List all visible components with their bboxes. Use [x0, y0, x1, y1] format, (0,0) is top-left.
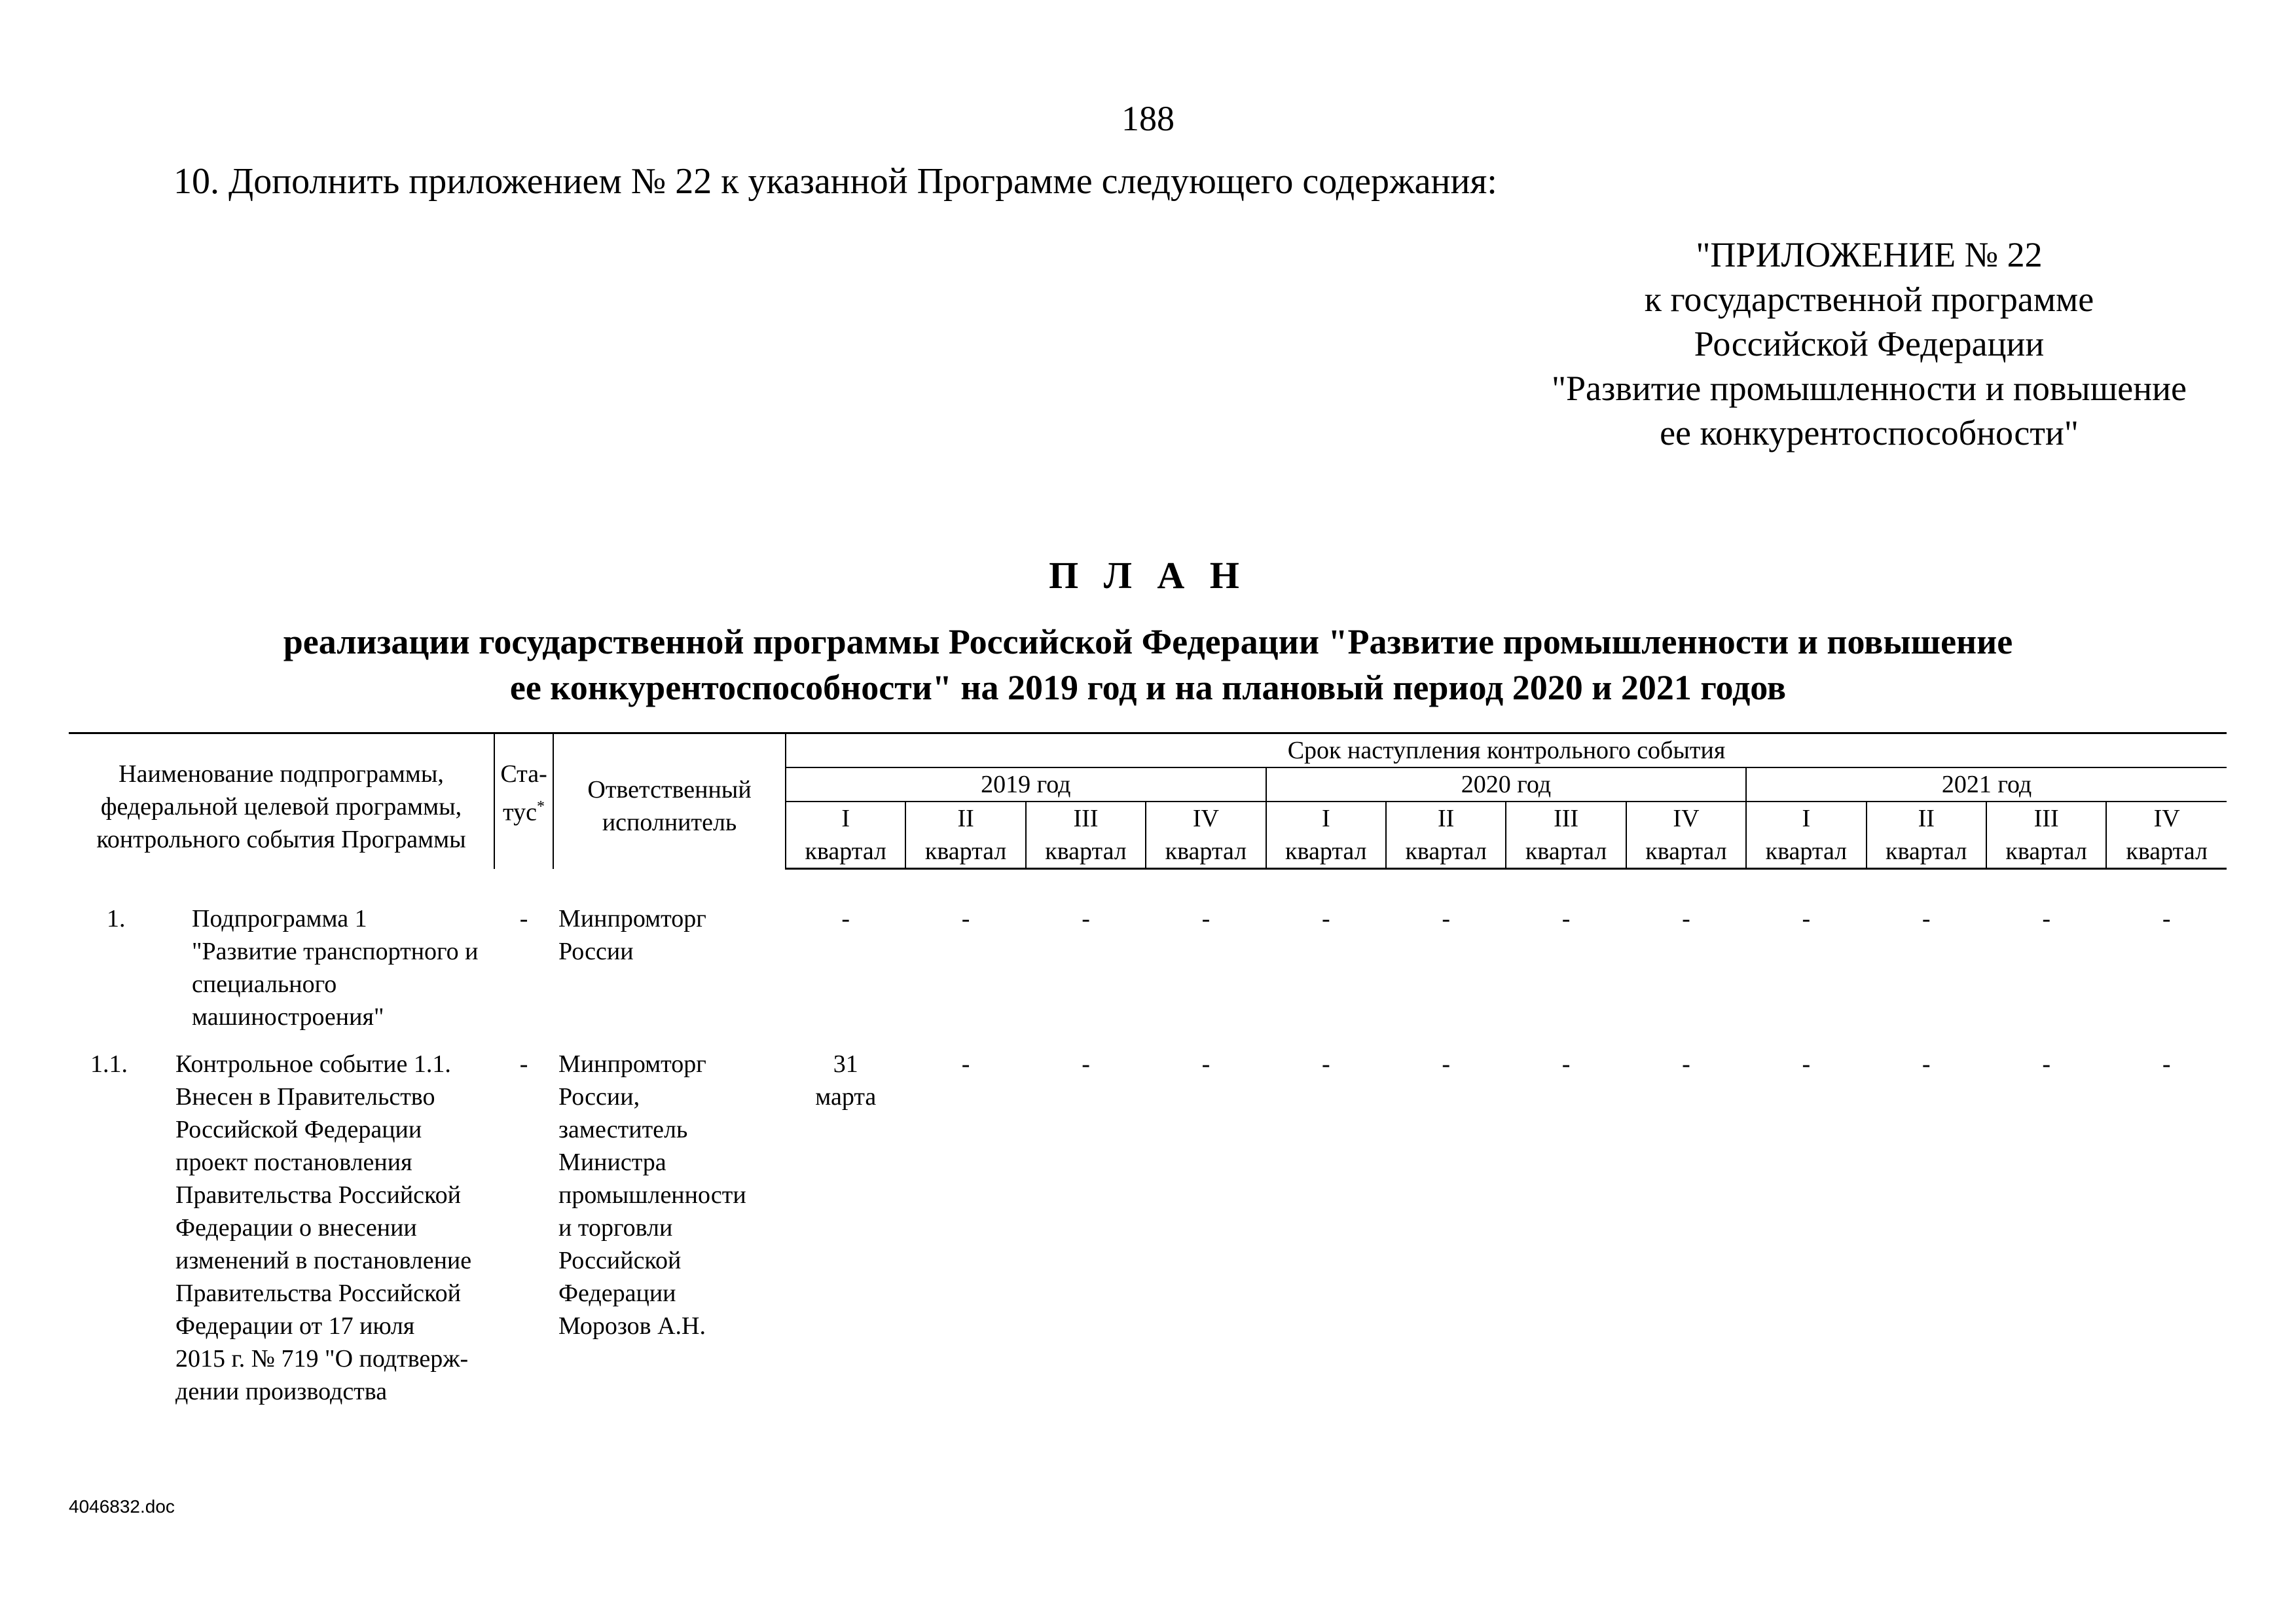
page-number: 188 — [1121, 99, 1175, 138]
quarter-cell: - — [1442, 905, 1451, 932]
quarter-cell: - — [1321, 905, 1330, 932]
appendix-line: Российской Федерации — [1694, 324, 2045, 363]
quarter-cell: - — [1082, 1050, 1090, 1078]
header-quarter: II квартал — [905, 802, 1025, 869]
appendix-line: к государственной программе — [1644, 280, 2094, 319]
quarter-cell: - — [1802, 1050, 1811, 1078]
row-responsible: Минпромторг России — [558, 905, 706, 965]
header-responsible: Ответственный исполнитель — [553, 733, 786, 869]
header-deadline: Срок наступления контрольного события — [786, 733, 2227, 768]
header-quarter: I квартал — [786, 802, 905, 869]
subtitle-line: ее конкурентоспособности" на 2019 год и на плановый период 2020 и 2021 годов — [509, 668, 1787, 707]
quarter-cell: - — [1682, 905, 1690, 932]
quarter-cell: - — [961, 1050, 970, 1078]
plan-title: П Л А Н — [1049, 554, 1247, 597]
header-quarter: IV квартал — [1146, 802, 1266, 869]
quarter-cell: - — [1561, 905, 1571, 932]
quarter-cell: - — [1201, 1050, 1211, 1078]
intro-paragraph: 10. Дополнить приложением № 22 к указанной Программе следующего содержания: — [173, 161, 1497, 202]
header-quarter: II квартал — [1867, 802, 1986, 869]
header-name: Наименование подпрограммы, федеральной целевой программы, контрольного события Программы — [69, 733, 494, 869]
quarter-cell: 31 марта — [815, 1050, 877, 1111]
document-reference: 4046832.doc — [69, 1496, 175, 1517]
table-row — [69, 1033, 2227, 1408]
header-quarter: III квартал — [1506, 802, 1626, 869]
header-quarter: IV квартал — [2106, 802, 2227, 869]
appendix-header — [1493, 232, 2246, 455]
quarter-cell: - — [2162, 1050, 2171, 1078]
header-quarter: II квартал — [1386, 802, 1506, 869]
row-responsible: Минпромторг России, заместитель Министра промышленности и торговли Российской Федерации Морозов А.Н. — [558, 1050, 746, 1340]
quarter-cell: - — [841, 905, 850, 932]
quarter-cell: - — [961, 905, 970, 932]
row-number: 1. — [107, 905, 126, 932]
appendix-line: ее конкурентоспособности" — [1660, 413, 2079, 452]
appendix-line: "Развитие промышленности и повышение — [1551, 369, 2187, 408]
row-number: 1.1. — [90, 1050, 128, 1078]
plan-subtitle — [0, 619, 2296, 710]
header-status: Ста- тус* — [494, 733, 553, 869]
header-quarter: I квартал — [1266, 802, 1386, 869]
quarter-cell: - — [1922, 1050, 1931, 1078]
quarter-cell: - — [1802, 905, 1811, 932]
quarter-cell: - — [1201, 905, 1211, 932]
table-row — [69, 902, 2227, 1033]
header-year-2020: 2020 год — [1266, 767, 1747, 802]
quarter-cell: - — [2162, 905, 2171, 932]
quarter-cell: - — [1082, 905, 1090, 932]
plan-table — [69, 732, 2227, 1408]
quarter-cell: - — [1922, 905, 1931, 932]
quarter-cell: - — [1321, 1050, 1330, 1078]
quarter-cell: - — [1561, 1050, 1571, 1078]
quarter-cell: - — [1682, 1050, 1690, 1078]
row-cell-name: 1. Подпрограмма 1 "Развитие транспортного и специального машиностроения" — [69, 902, 494, 1033]
header-quarter: III квартал — [1986, 802, 2106, 869]
row-status: - — [519, 1050, 528, 1078]
header-year-2019: 2019 год — [786, 767, 1266, 802]
quarter-cell: - — [2042, 905, 2050, 932]
quarter-cell: - — [1442, 1050, 1451, 1078]
header-quarter: I квартал — [1746, 802, 1866, 869]
row-status: - — [519, 905, 528, 932]
header-quarter: IV квартал — [1626, 802, 1746, 869]
header-quarter: III квартал — [1026, 802, 1146, 869]
appendix-line: "ПРИЛОЖЕНИЕ № 22 — [1696, 235, 2043, 274]
subtitle-line: реализации государственной программы Российской Федерации "Развитие промышленности и повышение — [283, 622, 2013, 661]
row-cell-name: 1.1. Контрольное событие 1.1. Внесен в Правительство Российской Федерации проект постановления Правительства Российской Федерации о внесении изменений в постановление Правительства Российской Федерации от 17 июля 2015 г. № 719 "О подтверж- дении производства — [69, 1033, 494, 1408]
quarter-cell: - — [2042, 1050, 2050, 1078]
header-year-2021: 2021 год — [1746, 767, 2227, 802]
